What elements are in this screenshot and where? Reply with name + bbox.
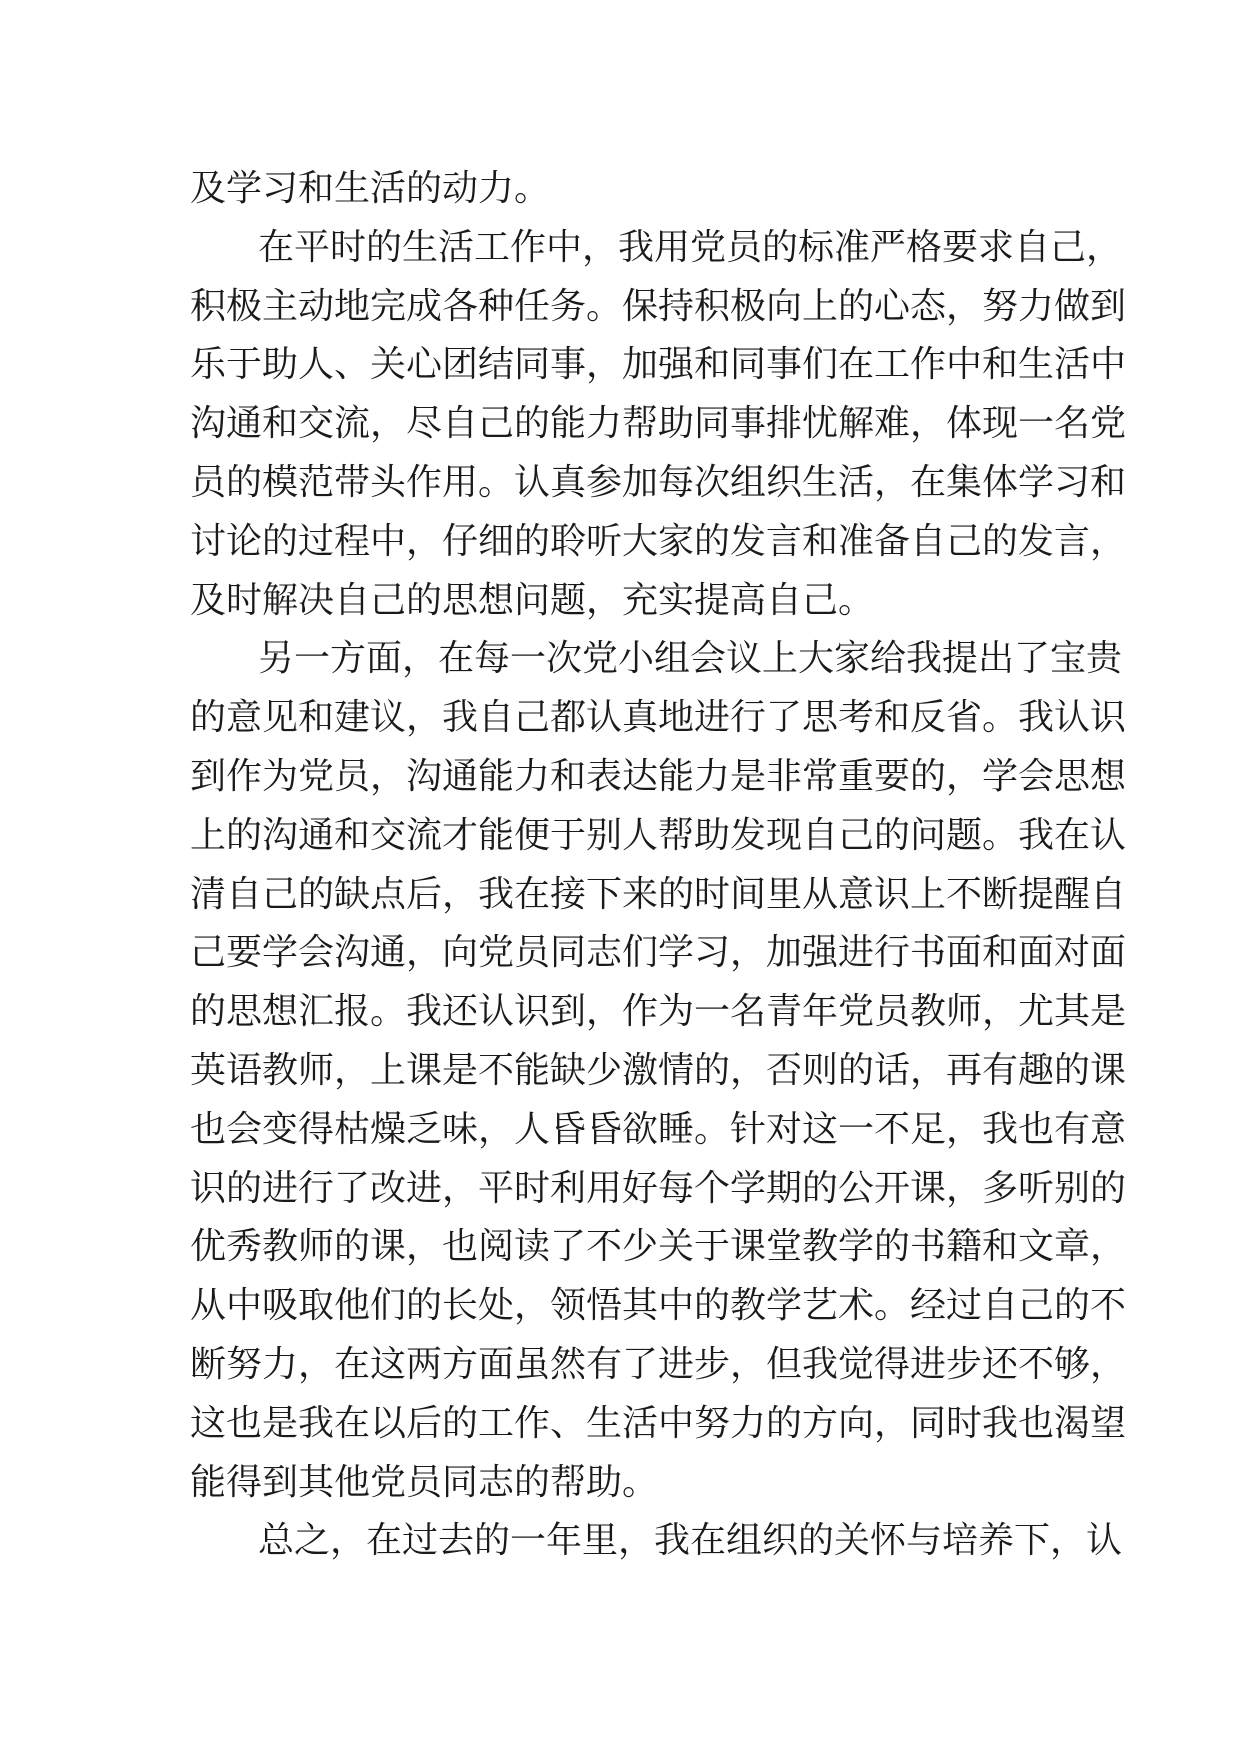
paragraph	[190, 630, 1127, 1512]
text-line: 的意见和建议，我自己都认真地进行了思考和反省。我认识	[190, 697, 1127, 739]
text-line: 员的模范带头作用。认真参加每次组织生活，在集体学习和	[190, 461, 1127, 503]
text-line: 及时解决自己的思想问题，充实提高自己。	[190, 579, 875, 621]
text-line: 己要学会沟通，向党员同志们学习，加强进行书面和面对面	[190, 932, 1127, 974]
text-line: 另一方面，在每一次党小组会议上大家给我提出了宝贵	[258, 638, 1123, 680]
paragraph	[190, 160, 1070, 219]
text-line: 沟通和交流，尽自己的能力帮助同事排忧解难，体现一名党	[190, 403, 1127, 445]
document-body	[190, 160, 1127, 1571]
text-line: 的思想汇报。我还认识到，作为一名青年党员教师，尤其是	[190, 991, 1127, 1033]
text-line: 英语教师，上课是不能缺少激情的，否则的话，再有趣的课	[190, 1049, 1127, 1091]
text-line: 上的沟通和交流才能便于别人帮助发现自己的问题。我在认	[190, 814, 1127, 856]
text-line: 乐于助人、关心团结同事，加强和同事们在工作中和生活中	[190, 344, 1127, 386]
paragraph	[190, 219, 1127, 631]
text-line: 断努力，在这两方面虽然有了进步，但我觉得进步还不够，	[190, 1343, 1127, 1385]
text-line: 及学习和生活的动力。	[190, 168, 551, 209]
text-line: 在平时的生活工作中，我用党员的标准严格要求自己，	[258, 226, 1123, 268]
text-line: 总之，在过去的一年里，我在组织的关怀与培养下，认	[258, 1520, 1123, 1562]
text-line: 优秀教师的课，也阅读了不少关于课堂教学的书籍和文章，	[190, 1226, 1127, 1268]
paragraph	[190, 1512, 1123, 1571]
text-line: 积极主动地完成各种任务。保持积极向上的心态，努力做到	[190, 285, 1127, 327]
text-line: 讨论的过程中，仔细的聆听大家的发言和准备自己的发言，	[190, 520, 1127, 562]
text-line: 也会变得枯燥乏味，人昏昏欲睡。针对这一不足，我也有意	[190, 1108, 1127, 1150]
text-line: 清自己的缺点后，我在接下来的时间里从意识上不断提醒自	[190, 873, 1127, 915]
text-line: 识的进行了改进，平时利用好每个学期的公开课，多听别的	[190, 1167, 1127, 1209]
text-line: 能得到其他党员同志的帮助。	[190, 1461, 659, 1503]
text-line: 从中吸取他们的长处，领悟其中的教学艺术。经过自己的不	[190, 1285, 1127, 1327]
text-line: 到作为党员，沟通能力和表达能力是非常重要的，学会思想	[190, 755, 1127, 797]
text-line: 这也是我在以后的工作、生活中努力的方向，同时我也渴望	[190, 1402, 1127, 1444]
